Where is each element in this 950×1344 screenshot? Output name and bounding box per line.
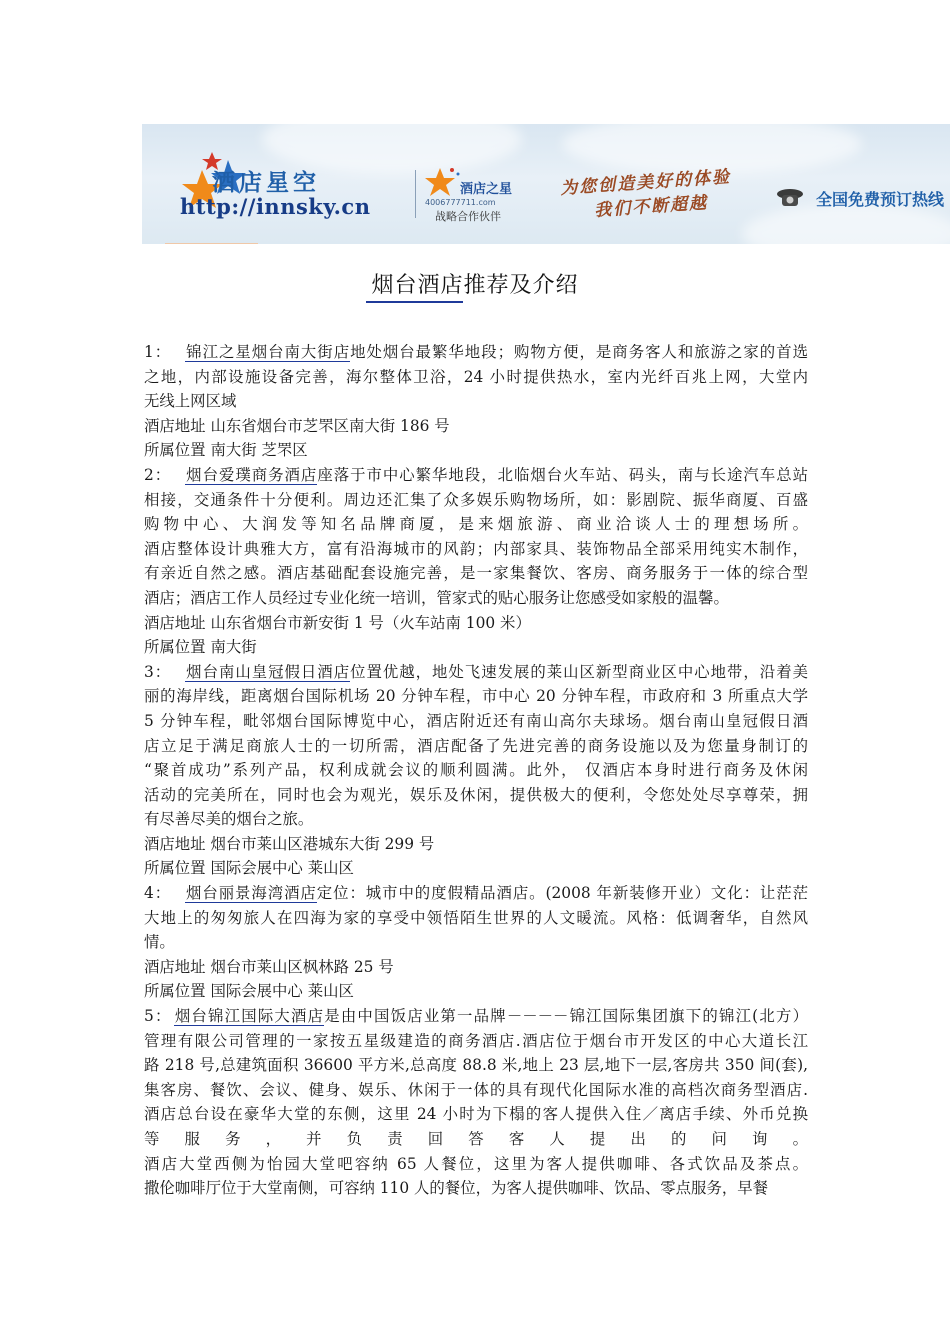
hotel-description-line: 等服务，并负责回答客人提出的问询。 [144,1130,808,1148]
hotel-description-text: 位置优越，地处飞速发展的莱山区新型商业区中心地带，沿着美 [350,662,808,681]
hotel-heading-line [144,340,808,365]
hotel-description-line: 管理有限公司管理的一家按五星级建造的商务酒店.酒店位于烟台市开发区的中心大道长江 [144,1031,808,1050]
partner-star-icon [422,164,462,200]
hotel-entry [144,340,808,463]
hotel-number: 3： [144,662,172,681]
hotel-description-line: 酒店整体设计典雅大方，富有沿海城市的风韵；内部家具、装饰物品全部采用纯实木制作， [144,539,808,558]
hotel-address: 酒店地址 烟台市莱山区港城东大街 299 号 [144,834,435,853]
hotel-number: 2： [144,465,172,484]
hotel-heading-line [144,1004,808,1029]
document-title: 烟台酒店推荐及介绍 [371,273,579,298]
banner-image [142,124,950,244]
hotel-name-link[interactable]: 烟台丽景海湾酒店 [185,884,317,903]
hotline-label: 全国免费预订热线 [816,190,945,209]
hotel-name-link[interactable]: 烟台南山皇冠假日酒店 [185,662,351,681]
hotel-heading-line [144,463,808,488]
telephone-icon [775,186,805,208]
hotel-heading-line [144,660,808,685]
hotel-description-line: 购物中心、大润发等知名品牌商厦，是来烟旅游、商业洽谈人士的理想场所。 [144,515,808,534]
banner-divider [415,170,416,218]
title-underline [366,301,463,303]
hotel-description-line: 酒店总台设在豪华大堂的东侧，这里 24 小时为下榻的客人提供入住／离店手续、外币兑换 [144,1105,808,1124]
hotel-description-line: 有尽善尽美的烟台之旅。 [144,810,314,829]
hotel-description-line: 无线上网区域 [144,392,237,411]
slogan-line-1: 为您创造美好的体验 [559,167,732,199]
hotel-description-line: 有亲近自然之感。酒店基础配套设施完善，是一家集餐饮、客房、商务服务于一体的综合型 [144,564,808,583]
hotel-entry [144,881,808,1004]
slogan-line-2: 我们不断超越 [593,193,709,221]
hotel-description-line: 5 分钟车程，毗邻烟台国际博览中心，酒店附近还有南山高尔夫球场。烟台南山皇冠假日酒 [144,711,808,730]
hotel-description-line: 相接，交通条件十分便利。周边还汇集了众多娱乐购物场所，如：影剧院、振华商厦、百盛 [144,490,808,509]
hotel-description-line: 路 218 号,总建筑面积 36600 平方米,总高度 88.8 米,地上 23 层,地下一层,客房共 350 间(套), [144,1056,808,1075]
hotel-location: 所属位置 南大街 [144,638,257,657]
hotel-number: 1： [144,343,172,361]
hotel-name-link[interactable]: 锦江之星烟台南大街店 [185,343,351,361]
hotel-description-line: 集客房、餐饮、会议、健身、娱乐、休闲于一体的具有现代化国际水准的高档次商务型酒店. [144,1080,808,1099]
hotel-entry [144,1004,808,1201]
hotel-description-line: 酒店大堂西侧为怡园大堂吧容纳 65 人餐位，这里为客人提供咖啡、各式饮品及茶点。 [144,1154,808,1173]
hotel-name-link[interactable]: 烟台锦江国际大酒店 [173,1007,325,1026]
hotel-description-line: 情。 [144,933,175,952]
hotel-location: 所属位置 国际会展中心 莱山区 [144,859,354,878]
hotel-description-line: 撒伦咖啡厅位于大堂南侧，可容纳 110 人的餐位，为客人提供咖啡、饮品、零点服务，早餐 [144,1179,769,1198]
hotel-list [144,340,808,1201]
hotel-name-link[interactable]: 烟台爱璞商务酒店 [185,465,318,484]
hotel-description-line: 之地，内部设施设备完善，海尔整体卫浴，24 小时提供热水，室内光纤百兆上网，大堂内 [144,367,808,386]
hotel-address: 酒店地址 山东省烟台市新安街 1 号（火车站南 100 米） [144,613,531,632]
banner-underline [165,243,258,244]
hotel-entry [144,660,808,881]
hotel-number: 4： [144,884,172,903]
hotel-description-line: 活动的完美所在，同时也会为观光，娱乐及休闲，提供极大的便利，令您处处尽享尊荣，拥 [144,785,808,804]
hotel-entry [144,463,808,660]
hotel-description-text: 是由中国饭店业第一品牌－－－－锦江国际集团旗下的锦江(北方） [324,1007,808,1026]
hotel-description-line: 酒店；酒店工作人员经过专业化统一培训，管家式的贴心服务让您感受如家般的温馨。 [144,588,729,607]
hotel-description-text: 座落于市中心繁华地段，北临烟台火车站、码头，南与长途汽车总站 [317,465,808,484]
partner-phone: 4006777711.com [425,198,496,207]
hotel-description-line: 丽的海岸线，距离烟台国际机场 20 分钟车程，市中心 20 分钟车程，市政府和 3 所重点大学 [144,687,808,706]
logo-name: 酒店星空 [212,170,320,196]
partner-label: 战略合作伙伴 [435,210,501,223]
hotel-heading-line [144,881,808,906]
hotel-description-text: 定位：城市中的度假精品酒店。(2008 年新装修开业）文化：让茫茫 [316,884,808,903]
partner-brand: 酒店之星 [460,182,513,197]
hotel-location: 所属位置 国际会展中心 莱山区 [144,982,354,1001]
hotel-location: 所属位置 南大街 芝罘区 [144,441,308,460]
hotel-description-text: 地处烟台最繁华地段；购物方便，是商务客人和旅游之家的首选 [350,343,808,361]
hotel-address: 酒店地址 山东省烟台市芝罘区南大街 186 号 [144,416,450,435]
hotel-address: 酒店地址 烟台市莱山区枫林路 25 号 [144,957,394,976]
hotel-description-line: “聚首成功”系列产品，权利成就会议的顺利圆满。此外， 仅酒店本身时进行商务及休闲 [144,761,808,780]
logo-url: http://innsky.cn [180,194,371,219]
hotel-number: 5： [144,1007,172,1026]
hotel-description-line: 店立足于满足商旅人士的一切所需，酒店配备了先进完善的商务设施以及为您量身制订的 [144,736,808,755]
hotel-description-line: 大地上的匆匆旅人在四海为家的享受中领悟陌生世界的人文暖流。风格：低调奢华，自然风 [144,908,808,927]
